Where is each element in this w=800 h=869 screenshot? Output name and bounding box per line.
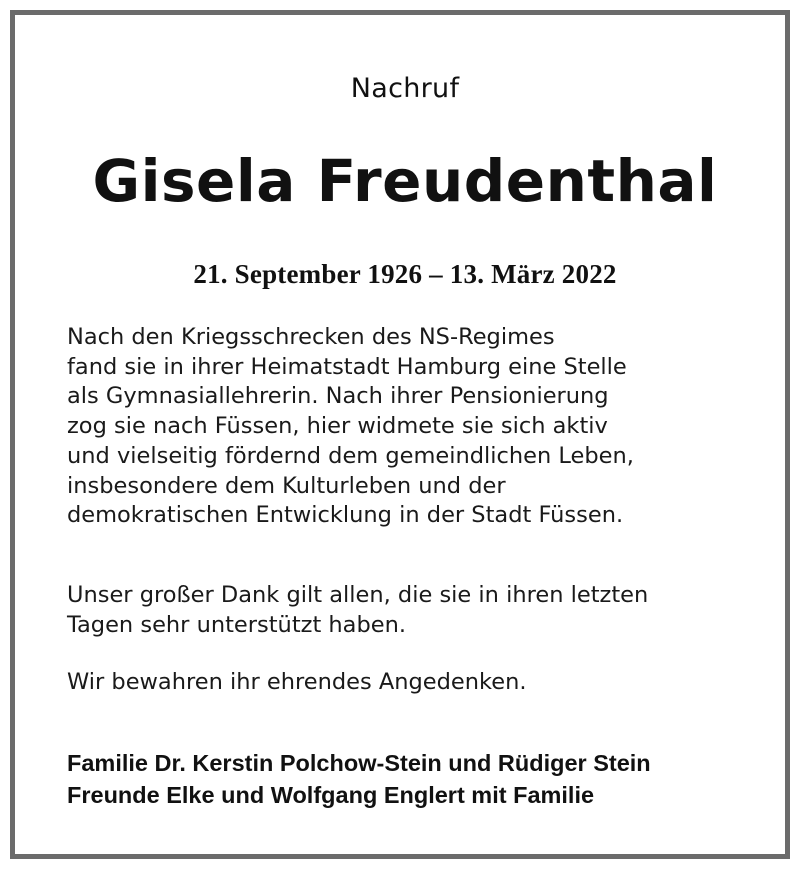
deceased-name: Gisela Freudenthal [92,147,718,215]
signature-line-family: Familie Dr. Kerstin Polchow-Stein und Rüdiger Stein [67,750,651,776]
thanks-paragraph [67,581,767,640]
paragraph-line: demokratischen Entwicklung in der Stadt Füssen. [67,502,624,529]
paragraph-line: zog sie nach Füssen, hier widmete sie sich aktiv [67,413,608,440]
signature-line-friends: Freunde Elke und Wolfgang Englert mit Familie [67,782,595,808]
mourners-signatures [67,747,787,811]
paragraph-line: Nach den Kriegsschrecken des NS-Regimes [67,324,555,350]
obituary-notice-frame [10,10,790,859]
paragraph-line: fand sie in ihrer Heimatstadt Hamburg eine Stelle [67,353,627,380]
notice-kicker: Nachruf [350,73,460,104]
life-dates: 21. September 1926 – 13. März 2022 [193,259,617,289]
remembrance-paragraph [67,668,767,698]
tribute-paragraph [67,323,767,531]
paragraph-line: Wir bewahren ihr ehrendes Angedenken. [67,669,527,695]
paragraph-line: als Gymnasiallehrerin. Nach ihrer Pensionierung [67,383,609,410]
paragraph-line: Tagen sehr unterstützt haben. [67,611,407,638]
paragraph-line: und vielseitig fördernd dem gemeindlichen Leben, [67,442,634,469]
paragraph-line: insbesondere dem Kulturleben und der [67,472,506,499]
paragraph-line: Unser großer Dank gilt allen, die sie in ihren letzten [67,582,649,608]
